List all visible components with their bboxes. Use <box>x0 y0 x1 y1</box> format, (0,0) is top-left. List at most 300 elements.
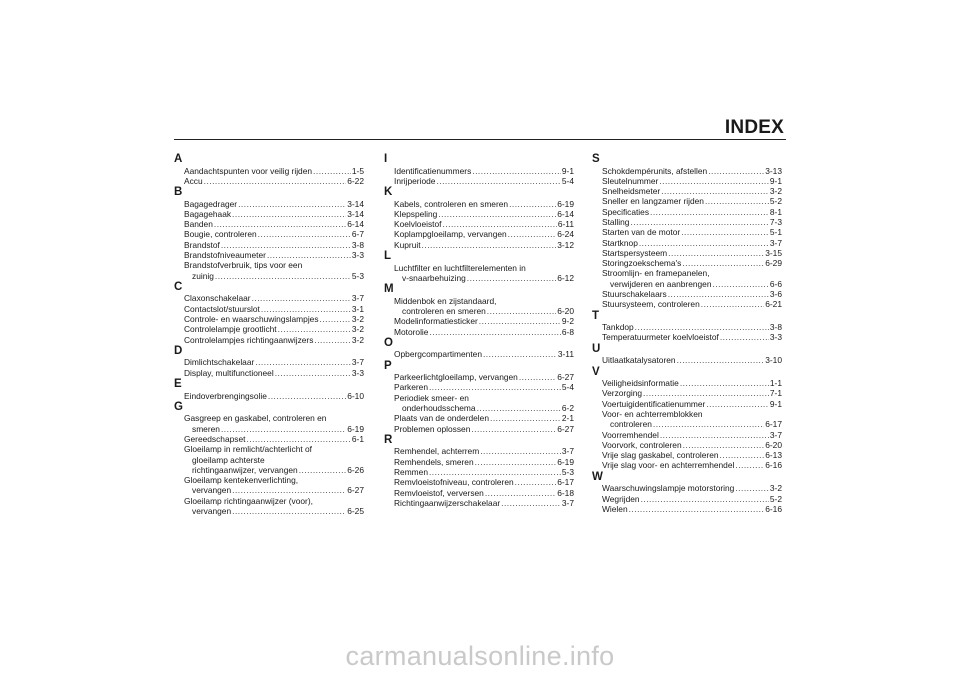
index-entry-page: 3-13 <box>765 165 782 176</box>
index-entry-text: Contactslot/stuurslot <box>184 303 260 314</box>
index-entry-line <box>602 268 782 278</box>
index-entry-page: 6-27 <box>557 372 574 383</box>
dot-leader <box>313 166 351 176</box>
dot-leader <box>487 306 556 316</box>
dot-leader <box>668 289 769 299</box>
index-entry-text: Snelheidsmeter <box>602 186 661 197</box>
index-entry-page: 6-14 <box>347 219 364 230</box>
dot-leader <box>519 372 556 382</box>
dot-leader <box>705 196 769 206</box>
index-entry-line <box>184 176 364 186</box>
index-entry-page: 5-4 <box>561 175 574 186</box>
index-letter: A <box>174 153 183 165</box>
index-entry-page: 3-14 <box>347 208 364 219</box>
dot-leader <box>221 240 351 250</box>
index-entry <box>592 494 782 504</box>
index-entry-page: 3-3 <box>769 332 782 343</box>
index-entry-page: 3-1 <box>351 303 364 314</box>
index-entry <box>592 186 782 196</box>
index-entry <box>174 199 364 209</box>
dot-leader <box>735 483 769 493</box>
index-entry-line <box>602 227 782 237</box>
index-entry-line <box>602 332 782 342</box>
index-entry-line <box>184 391 364 401</box>
index-entry <box>592 355 782 365</box>
index-entry-text: Middenbok en zijstandaard, <box>394 295 497 306</box>
index-entry-page: 7-1 <box>769 388 782 399</box>
dot-leader <box>475 457 557 467</box>
index-letter: K <box>384 186 393 199</box>
index-entry-line <box>394 166 574 176</box>
index-entry-page: 6-2 <box>561 403 574 414</box>
index-entry-line <box>184 485 364 495</box>
index-column-1 <box>174 153 364 516</box>
index-entry <box>384 199 574 209</box>
index-entry-page: 9-1 <box>561 165 574 176</box>
index-letter: R <box>384 433 393 446</box>
index-entry-text: Brandstofverbruik, tips voor een <box>184 260 303 271</box>
index-entry-page: 6-19 <box>557 456 574 467</box>
index-entry-line <box>184 434 364 444</box>
dot-leader <box>232 506 346 516</box>
index-entry-page: 6-17 <box>765 419 782 430</box>
index-entry <box>174 391 364 401</box>
index-letter: E <box>174 378 182 391</box>
index-entry-text: Periodiek smeer- en <box>394 392 469 403</box>
index-entry-text: Temperatuurmeter koelvloeistof <box>602 332 719 343</box>
index-entry-text: Stalling <box>602 216 630 227</box>
index-entry-page: 6-20 <box>557 305 574 316</box>
index-entry-page: 9-1 <box>769 175 782 186</box>
index-entry-line <box>184 293 364 303</box>
index-entry-text: Problemen oplossen <box>394 423 471 434</box>
index-entry-line <box>602 217 782 227</box>
index-entry <box>174 314 364 324</box>
index-entry-line <box>184 413 364 423</box>
index-entry <box>592 388 782 398</box>
index-entry-page: 3-12 <box>557 239 574 250</box>
index-letter: V <box>592 365 600 378</box>
index-entry-line <box>602 440 782 450</box>
index-entry <box>592 378 782 388</box>
index-entry-text: Sleutelnummer <box>602 175 659 186</box>
index-entry-page: 3-7 <box>561 446 574 457</box>
index-entry-page: 6-6 <box>769 278 782 289</box>
index-entry <box>384 413 574 423</box>
index-entry-line <box>394 393 574 403</box>
index-entry <box>384 488 574 498</box>
index-entry-page: 6-18 <box>557 487 574 498</box>
index-entry-text: controleren en smeren <box>402 305 486 316</box>
index-entry-line <box>394 488 574 498</box>
index-entry-page: 6-25 <box>347 506 364 517</box>
index-entry-page: 3-2 <box>769 483 782 494</box>
index-entry-page: 6-16 <box>765 460 782 471</box>
index-entry-text: Kupruit <box>394 239 421 250</box>
index-column-2 <box>384 153 574 508</box>
index-entry-line <box>602 299 782 309</box>
index-entry-text: Accu <box>184 175 203 186</box>
index-entry-line <box>602 166 782 176</box>
index-entry-page: 3-3 <box>351 250 364 261</box>
dot-leader <box>720 450 765 460</box>
index-entry-text: Storingzoekschema's <box>602 258 682 269</box>
index-entry-line <box>394 349 574 359</box>
index-entry-text: Parkeerlichtgloeilamp, vervangen <box>394 372 518 383</box>
dot-leader <box>659 176 769 186</box>
index-letter: U <box>592 342 601 355</box>
index-entry-text: Vrije slag voor- en achterremhendel <box>602 460 735 471</box>
index-entry <box>592 196 782 206</box>
index-entry-text: Stroomlijn- en framepanelen, <box>602 268 710 279</box>
dot-leader <box>668 248 764 258</box>
dot-leader <box>639 238 769 248</box>
index-entry <box>174 475 364 496</box>
index-entry-line <box>602 450 782 460</box>
index-letter: B <box>174 186 183 199</box>
index-entry-line <box>602 399 782 409</box>
dot-leader <box>479 316 561 326</box>
index-entry-line <box>184 496 364 506</box>
index-entry-line <box>394 306 574 316</box>
index-entry <box>384 498 574 508</box>
index-entry-page: 6-13 <box>765 450 782 461</box>
dot-leader <box>635 322 769 332</box>
index-entry-text: Stuursysteem, controleren <box>602 299 700 310</box>
index-entry-text: Remhendel, achterrem <box>394 446 480 457</box>
index-entry <box>592 176 782 186</box>
index-entry-text: Banden <box>184 219 213 230</box>
index-entry <box>592 450 782 460</box>
index-entry <box>592 430 782 440</box>
dot-leader <box>232 485 346 495</box>
index-entry-page: 6-27 <box>557 423 574 434</box>
index-entry-line <box>394 457 574 467</box>
dot-leader <box>429 327 560 337</box>
index-entry-line <box>394 229 574 239</box>
index-entry-line <box>602 378 782 388</box>
index-entry-line <box>602 494 782 504</box>
index-entry <box>592 299 782 309</box>
index-entry <box>384 477 574 487</box>
index-entry-page: 1-5 <box>351 165 364 176</box>
index-entry-line <box>184 424 364 434</box>
index-entry-text: verwijderen en aanbrengen <box>610 278 712 289</box>
index-entry-page: 3-10 <box>765 355 782 366</box>
index-entry-text: Aandachtspunten voor veilig rijden <box>184 165 313 176</box>
index-entry <box>384 457 574 467</box>
index-entry <box>384 219 574 229</box>
dot-leader <box>680 378 769 388</box>
index-entry-text: Schokdempérunits, afstellen <box>602 165 708 176</box>
index-entry-line <box>394 296 574 306</box>
index-entry-text: Bougie, controleren <box>184 229 257 240</box>
index-entry-page: 6-24 <box>557 229 574 240</box>
index-entry-page: 3-8 <box>351 239 364 250</box>
index-entry-page: 5-2 <box>769 196 782 207</box>
index-entry-page: 6-7 <box>351 229 364 240</box>
index-entry-text: Luchtfilter en luchtfilterelementen in <box>394 262 526 273</box>
index-letter: C <box>174 280 183 293</box>
index-entry-line <box>184 455 364 465</box>
index-entry-text: Voor- en achterremblokken <box>602 408 703 419</box>
index-entry-line <box>184 335 364 345</box>
index-entry-text: controleren <box>610 419 652 430</box>
index-entry-line <box>184 199 364 209</box>
index-entry-text: Motorolie <box>394 326 429 337</box>
dot-leader <box>485 488 556 498</box>
dot-leader <box>660 430 769 440</box>
index-entry-line <box>394 498 574 508</box>
index-entry-line <box>394 273 574 283</box>
index-entry <box>174 250 364 260</box>
dot-leader <box>429 467 561 477</box>
index-entry-line <box>184 271 364 281</box>
index-entry <box>592 248 782 258</box>
dot-leader <box>467 273 556 283</box>
index-entry-line <box>394 199 574 209</box>
index-entry <box>384 263 574 284</box>
index-column-3 <box>592 153 782 514</box>
index-entry-page: 3-2 <box>351 314 364 325</box>
index-entry-text: Bagagehaak <box>184 208 232 219</box>
index-entry <box>384 327 574 337</box>
index-entry <box>174 260 364 281</box>
index-entry-text: Controle- en waarschuwingslampjes <box>184 314 319 325</box>
index-entry-page: 6-8 <box>561 326 574 337</box>
index-entry-text: Dimlichtschakelaar <box>184 357 255 368</box>
dot-leader <box>630 217 768 227</box>
index-entry <box>174 229 364 239</box>
index-entry-line <box>602 419 782 429</box>
index-entry-text: Remhendels, smeren <box>394 456 474 467</box>
index-letter: W <box>592 470 603 483</box>
index-letter: O <box>384 336 393 349</box>
index-entry-line <box>602 196 782 206</box>
index-entry-text: Modelinformatiesticker <box>394 316 478 327</box>
index-entry <box>384 240 574 250</box>
index-letter: T <box>592 309 600 322</box>
index-entry-text: v-snaarbehuizing <box>402 272 466 283</box>
index-entry-line <box>184 475 364 485</box>
index-entry-line <box>184 209 364 219</box>
index-entry-line <box>602 483 782 493</box>
index-entry-line <box>184 219 364 229</box>
index-entry-text: Starten van de motor <box>602 227 681 238</box>
index-entry-page: 7-3 <box>769 216 782 227</box>
index-entry-line <box>184 304 364 314</box>
index-letter: P <box>384 359 392 372</box>
index-entry-line <box>394 176 574 186</box>
index-entry-text: Brandstofniveaumeter <box>184 250 266 261</box>
index-letter: I <box>384 153 388 165</box>
index-entry <box>384 349 574 359</box>
dot-leader <box>681 227 769 237</box>
index-entry-page: 3-3 <box>351 367 364 378</box>
index-entry-line <box>394 327 574 337</box>
index-entry-page: 6-29 <box>765 258 782 269</box>
dot-leader <box>501 498 561 508</box>
dot-leader <box>720 332 769 342</box>
index-entry <box>592 483 782 493</box>
index-entry-text: Startknop <box>602 237 638 248</box>
index-entry-page: 6-14 <box>557 208 574 219</box>
index-entry <box>174 444 364 475</box>
dot-leader <box>232 209 346 219</box>
index-entry <box>592 332 782 342</box>
index-entry-page: 8-1 <box>769 206 782 217</box>
index-entry-page: 6-12 <box>557 272 574 283</box>
index-entry-page: 3-7 <box>561 497 574 508</box>
index-entry-text: Remmen <box>394 467 428 478</box>
index-entry-page: 6-11 <box>557 219 574 230</box>
index-entry-line <box>602 388 782 398</box>
index-entry-line <box>184 229 364 239</box>
dot-leader <box>215 271 351 281</box>
index-entry-text: Claxonschakelaar <box>184 293 251 304</box>
index-entry-line <box>184 166 364 176</box>
index-entry-line <box>184 357 364 367</box>
index-entry <box>384 467 574 477</box>
index-entry <box>592 504 782 514</box>
dot-leader <box>713 279 769 289</box>
index-entry-page: 3-7 <box>769 429 782 440</box>
index-entry-line <box>394 382 574 392</box>
index-entry <box>592 399 782 409</box>
index-entry-text: Gasgreep en gaskabel, controleren en <box>184 413 327 424</box>
dot-leader <box>268 391 346 401</box>
index-entry-text: richtingaanwijzer, vervangen <box>192 464 298 475</box>
index-entry-text: Controlelampjes richtingaanwijzers <box>184 334 314 345</box>
index-entry-line <box>184 250 364 260</box>
index-entry <box>592 217 782 227</box>
dot-leader <box>436 176 560 186</box>
index-entry-page: 5-4 <box>561 382 574 393</box>
index-entry <box>592 238 782 248</box>
index-entry-text: Koplampgloeilamp, vervangen <box>394 229 507 240</box>
index-entry-page: 6-27 <box>347 485 364 496</box>
dot-leader <box>252 293 351 303</box>
index-letter: D <box>174 344 183 357</box>
index-entry <box>174 368 364 378</box>
index-entry-page: 5-3 <box>561 467 574 478</box>
index-entry-line <box>602 279 782 289</box>
index-entry-line <box>602 504 782 514</box>
index-entry-text: Richtingaanwijzerschakelaar <box>394 497 501 508</box>
index-entry <box>592 440 782 450</box>
index-entry-text: Tankdop <box>602 322 634 333</box>
index-entry-page: 9-1 <box>769 398 782 409</box>
index-entry-text: Plaats van de onderdelen <box>394 413 489 424</box>
index-entry-line <box>394 219 574 229</box>
index-entry-line <box>184 506 364 516</box>
index-entry-page: 6-19 <box>557 198 574 209</box>
dot-leader <box>515 477 557 487</box>
index-letter: M <box>384 283 394 296</box>
index-entry-text: Gereedschapset <box>184 433 246 444</box>
index-entry-page: 6-21 <box>765 299 782 310</box>
dot-leader <box>214 219 346 229</box>
index-entry <box>592 207 782 217</box>
index-entry-page: 3-6 <box>769 289 782 300</box>
dot-leader <box>701 299 764 309</box>
index-entry-page: 3-8 <box>769 322 782 333</box>
index-entry-page: 3-7 <box>351 357 364 368</box>
dot-leader <box>509 199 556 209</box>
index-letter: G <box>174 400 183 413</box>
dot-leader <box>438 209 556 219</box>
index-entry <box>174 166 364 176</box>
index-entry-line <box>394 316 574 326</box>
index-entry-text: Sneller en langzamer rijden <box>602 196 704 207</box>
dot-leader <box>472 166 561 176</box>
index-entry-text: Remvloeistof, verversen <box>394 487 484 498</box>
index-entry-line <box>602 460 782 470</box>
index-entry-page: 9-2 <box>561 316 574 327</box>
index-entry <box>174 357 364 367</box>
index-entry <box>384 209 574 219</box>
index-entry-line <box>394 477 574 487</box>
index-entry-text: Koelvloeistof <box>394 219 442 230</box>
dot-leader <box>258 229 351 239</box>
dot-leader <box>422 240 557 250</box>
dot-leader <box>246 434 350 444</box>
index-entry-line <box>602 238 782 248</box>
watermark: carmanualsonline.info <box>345 641 615 671</box>
index-entry-page: 6-20 <box>765 439 782 450</box>
dot-leader <box>204 176 347 186</box>
index-entry-page: 5-2 <box>769 493 782 504</box>
index-entry-text: Identificatienummers <box>394 165 472 176</box>
index-entry <box>384 296 574 317</box>
dot-leader <box>429 382 561 392</box>
index-entry-page: 3-14 <box>347 198 364 209</box>
index-entry-text: gloeilamp achterste <box>192 454 265 465</box>
dot-leader <box>278 324 351 334</box>
index-entry-line <box>184 465 364 475</box>
index-entry-line <box>602 409 782 419</box>
index-entry-text: Opbergcompartimenten <box>394 349 482 360</box>
index-entry-line <box>602 258 782 268</box>
index-entry-page: 3-2 <box>351 334 364 345</box>
index-entry-text: Voorvork, controleren <box>602 439 682 450</box>
dot-leader <box>650 207 769 217</box>
index-entry-page: 3-7 <box>351 293 364 304</box>
index-entry <box>384 393 574 414</box>
index-entry-line <box>394 403 574 413</box>
index-entry-text: Wegrijden <box>602 493 640 504</box>
index-entry-line <box>602 289 782 299</box>
index-entry <box>174 413 364 434</box>
index-entry-text: Klepspeling <box>394 208 438 219</box>
index-entry-text: zuinig <box>192 270 214 281</box>
dot-leader <box>443 219 557 229</box>
index-entry <box>592 289 782 299</box>
index-entry <box>592 227 782 237</box>
index-entry-text: Uitlaatkatalysatoren <box>602 355 676 366</box>
dot-leader <box>480 446 561 456</box>
dot-leader <box>706 399 769 409</box>
index-entry <box>174 304 364 314</box>
index-entry-text: Gloeilamp kentekenverlichting, <box>184 475 299 486</box>
index-entry <box>592 258 782 268</box>
index-entry <box>592 166 782 176</box>
index-entry <box>174 176 364 186</box>
index-entry-line <box>602 186 782 196</box>
dot-leader <box>314 335 350 345</box>
index-entry-text: Controlelampje grootlicht <box>184 324 277 335</box>
index-entry-text: Gloeilamp richtingaanwijzer (voor), <box>184 495 313 506</box>
